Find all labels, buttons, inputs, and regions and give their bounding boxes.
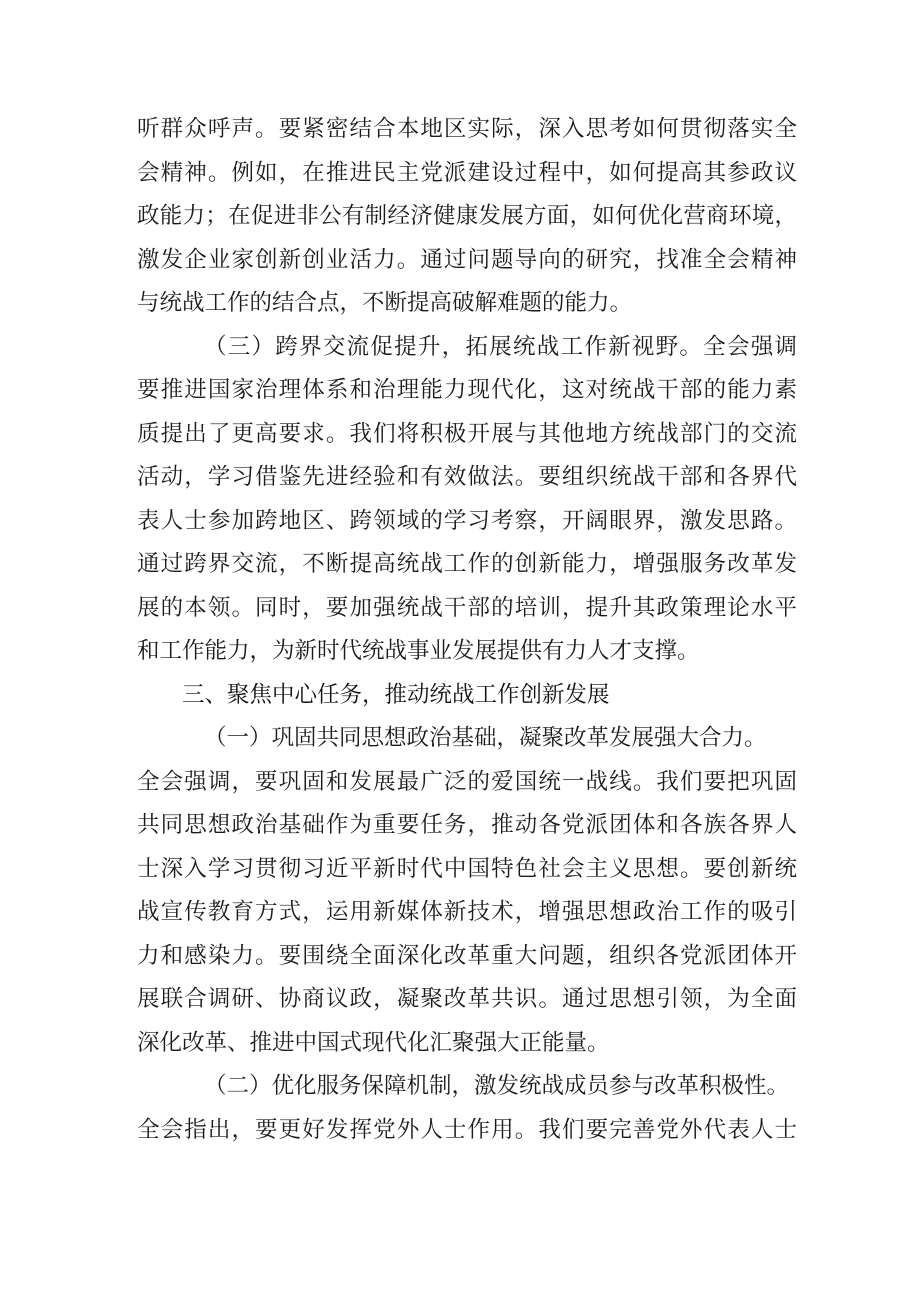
body-line: 表人士参加跨地区、跨领域的学习考察，开阔眼界，激发思路。: [137, 507, 797, 534]
body-line: 力和感染力。要围绕全面深化改革重大问题，组织各党派团体开: [137, 942, 797, 969]
body-line: 通过跨界交流，不断提高统战工作的创新能力，增强服务改革发: [137, 551, 797, 577]
body-line: 展的本领。同时，要加强统战干部的培训，提升其政策理论水平: [137, 594, 797, 621]
section-heading: 三、聚焦中心任务，推动统战工作创新发展: [182, 681, 610, 708]
body-line: 共同思想政治基础作为重要任务，推动各党派团体和各族各界人: [137, 812, 797, 838]
body-line: 战宣传教育方式，运用新媒体新技术，增强思想政治工作的吸引: [137, 899, 797, 925]
body-line: 全会强调，要巩固和发展最广泛的爱国统一战线。我们要把巩固: [137, 768, 797, 795]
body-line: 会精神。例如，在推进民主党派建设过程中，如何提高其参政议: [137, 159, 797, 186]
document-body: [137, 108, 797, 1152]
body-line: 深化改革、推进中国式现代化汇聚强大正能量。: [137, 1029, 610, 1056]
subsection-heading-line: （一）巩固共同思想政治基础，凝聚改革发展强大合力。: [204, 725, 767, 751]
body-line: 和工作能力，为新时代统战事业发展提供有力人才支撑。: [137, 638, 700, 664]
subsection-heading-line: （二）优化服务保障机制，激发统战成员参与改革积极性。: [204, 1073, 790, 1099]
body-line: 全会指出，要更好发挥党外人士作用。我们要完善党外代表人士: [137, 1116, 797, 1143]
body-line: 质提出了更高要求。我们将积极开展与其他地方统战部门的交流: [137, 420, 797, 447]
body-line: 激发企业家创新创业活力。通过问题导向的研究，找准全会精神: [137, 246, 797, 273]
body-line: 展联合调研、协商议政，凝聚改革共识。通过思想引领，为全面: [137, 986, 797, 1012]
body-line: 与统战工作的结合点，不断提高破解难题的能力。: [137, 290, 633, 316]
body-line: 政能力；在促进非公有制经济健康发展方面，如何优化营商环境，: [137, 203, 797, 229]
body-line: 士深入学习贯彻习近平新时代中国特色社会主义思想。要创新统: [137, 855, 797, 882]
body-line: 活动，学习借鉴先进经验和有效做法。要组织统战干部和各界代: [137, 464, 797, 490]
body-line: 听群众呼声。要紧密结合本地区实际，深入思考如何贯彻落实全: [137, 116, 797, 142]
body-line: 要推进国家治理体系和治理能力现代化，这对统战干部的能力素: [137, 377, 797, 403]
subsection-heading-line: （三）跨界交流促提升，拓展统战工作新视野。全会强调: [204, 333, 797, 360]
